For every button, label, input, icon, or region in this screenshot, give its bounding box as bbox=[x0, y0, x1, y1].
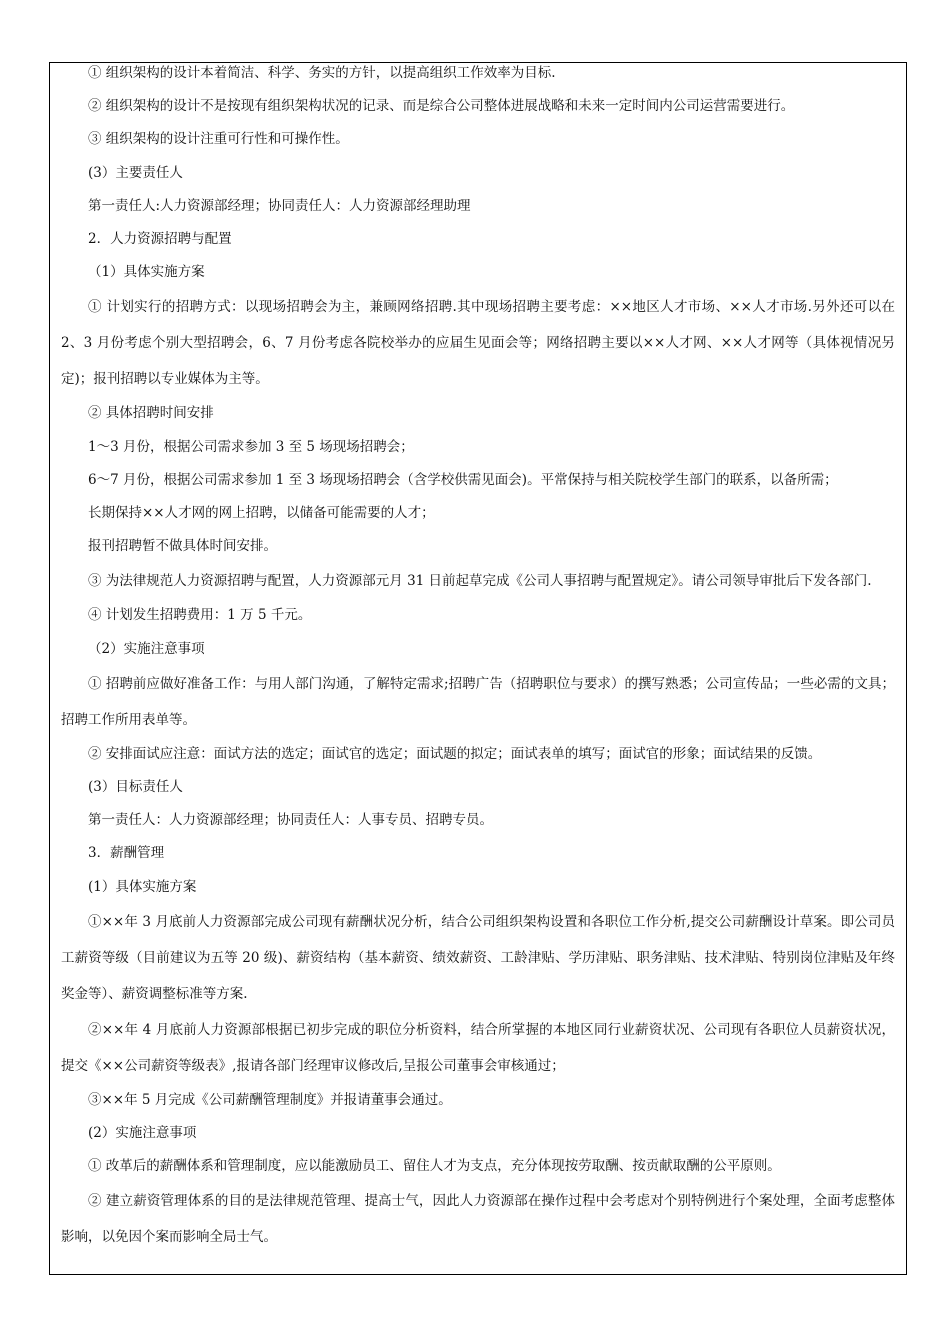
section-heading: (2）实施注意事项 bbox=[88, 1125, 197, 1142]
paragraph: ① 招聘前应做好准备工作：与用人部门沟通，了解特定需求;招聘广告（招聘职位与要求）的撰写熟悉；公司宣传品；一些必需的文具；招聘工作所用表单等。 bbox=[61, 675, 895, 728]
paragraph: 第一责任人：人力资源部经理；协同责任人：人事专员、招聘专员。 bbox=[88, 812, 493, 829]
paragraph: 6～7 月份，根据公司需求参加 1 至 3 场现场招聘会（含学校供需见面会)。平常保持与相关院校学生部门的联系，以备所需； bbox=[88, 471, 838, 488]
paragraph: ③ 为法律规范人力资源招聘与配置，人力资源部元月 31 日前起草完成《公司人事招聘与配置规定》。请公司领导审批后下发各部门. bbox=[88, 573, 872, 590]
paragraph: ② 具体招聘时间安排 bbox=[88, 405, 214, 422]
paragraph: ① 计划实行的招聘方式：以现场招聘会为主，兼顾网络招聘.其中现场招聘主要考虑：××地区人才市场、××人才市场.另外还可以在 2、3 月份考虑个别大型招聘会，6、7 月份考虑各院校举办的应届生见面会等；网络招聘主要以××人才网、××人才网等（具体视情况另定)；报刊招聘以专业媒体为主等。 bbox=[61, 299, 895, 388]
section-heading: （1）具体实施方案 bbox=[88, 264, 205, 281]
section-heading: 3．薪酬管理 bbox=[88, 845, 165, 862]
document-body bbox=[50, 62, 906, 1255]
paragraph: ③ 组织架构的设计注重可行性和可操作性。 bbox=[88, 131, 349, 148]
paragraph: ② 组织架构的设计不是按现有组织架构状况的记录、而是综合公司整体进展战略和未来一定时间内公司运营需要进行。 bbox=[88, 98, 795, 115]
paragraph: 1～3 月份，根据公司需求参加 3 至 5 场现场招聘会； bbox=[88, 438, 414, 455]
paragraph: ① 组织架构的设计本着简洁、科学、务实的方针，以提高组织工作效率为目标. bbox=[88, 65, 556, 81]
section-heading: （2）实施注意事项 bbox=[88, 640, 205, 657]
section-heading: (1）具体实施方案 bbox=[88, 878, 197, 895]
paragraph: ② 安排面试应注意：面试方法的选定；面试官的选定；面试题的拟定；面试表单的填写；面试官的形象；面试结果的反馈。 bbox=[88, 745, 822, 762]
section-heading: 2．人力资源招聘与配置 bbox=[88, 231, 232, 248]
paragraph: 报刊招聘暂不做具体时间安排。 bbox=[88, 538, 277, 555]
section-heading: (3）主要责任人 bbox=[88, 164, 183, 181]
paragraph: 第一责任人:人力资源部经理；协同责任人：人力资源部经理助理 bbox=[88, 197, 471, 214]
paragraph: ①××年 3 月底前人力资源部完成公司现有薪酬状况分析，结合公司组织架构设置和各职位工作分析,提交公司薪酬设计草案。即公司员工薪资等级（目前建议为五等 20 级)、薪资结构（基本薪资、绩效薪资、工龄津贴、学历津贴、职务津贴、技术津贴、特别岗位津贴及年终奖金等）、薪资调整标准等方案. bbox=[61, 913, 895, 1002]
document-frame bbox=[49, 62, 907, 1275]
paragraph: ②××年 4 月底前人力资源部根据已初步完成的职位分析资料，结合所掌握的本地区同行业薪资状况、公司现有各职位人员薪资状况，提交《××公司薪资等级表》,报请各部门经理审议修改后,呈报公司董事会审核通过； bbox=[61, 1021, 895, 1074]
paragraph: ④ 计划发生招聘费用：1 万 5 千元。 bbox=[88, 607, 312, 624]
paragraph: ② 建立薪资管理体系的目的是法律规范管理、提高士气，因此人力资源部在操作过程中会考虑对个别特例进行个案处理，全面考虑整体影响，以免因个案而影响全局士气。 bbox=[61, 1193, 895, 1246]
paragraph: 长期保持××人才网的网上招聘，以储备可能需要的人才； bbox=[88, 505, 435, 522]
section-heading: (3）目标责任人 bbox=[88, 779, 183, 796]
paragraph: ① 改革后的薪酬体系和管理制度，应以能激励员工、留住人才为支点，充分体现按劳取酬、按贡献取酬的公平原则。 bbox=[88, 1158, 781, 1175]
paragraph: ③××年 5 月完成《公司薪酬管理制度》并报请董事会通过。 bbox=[88, 1091, 452, 1108]
